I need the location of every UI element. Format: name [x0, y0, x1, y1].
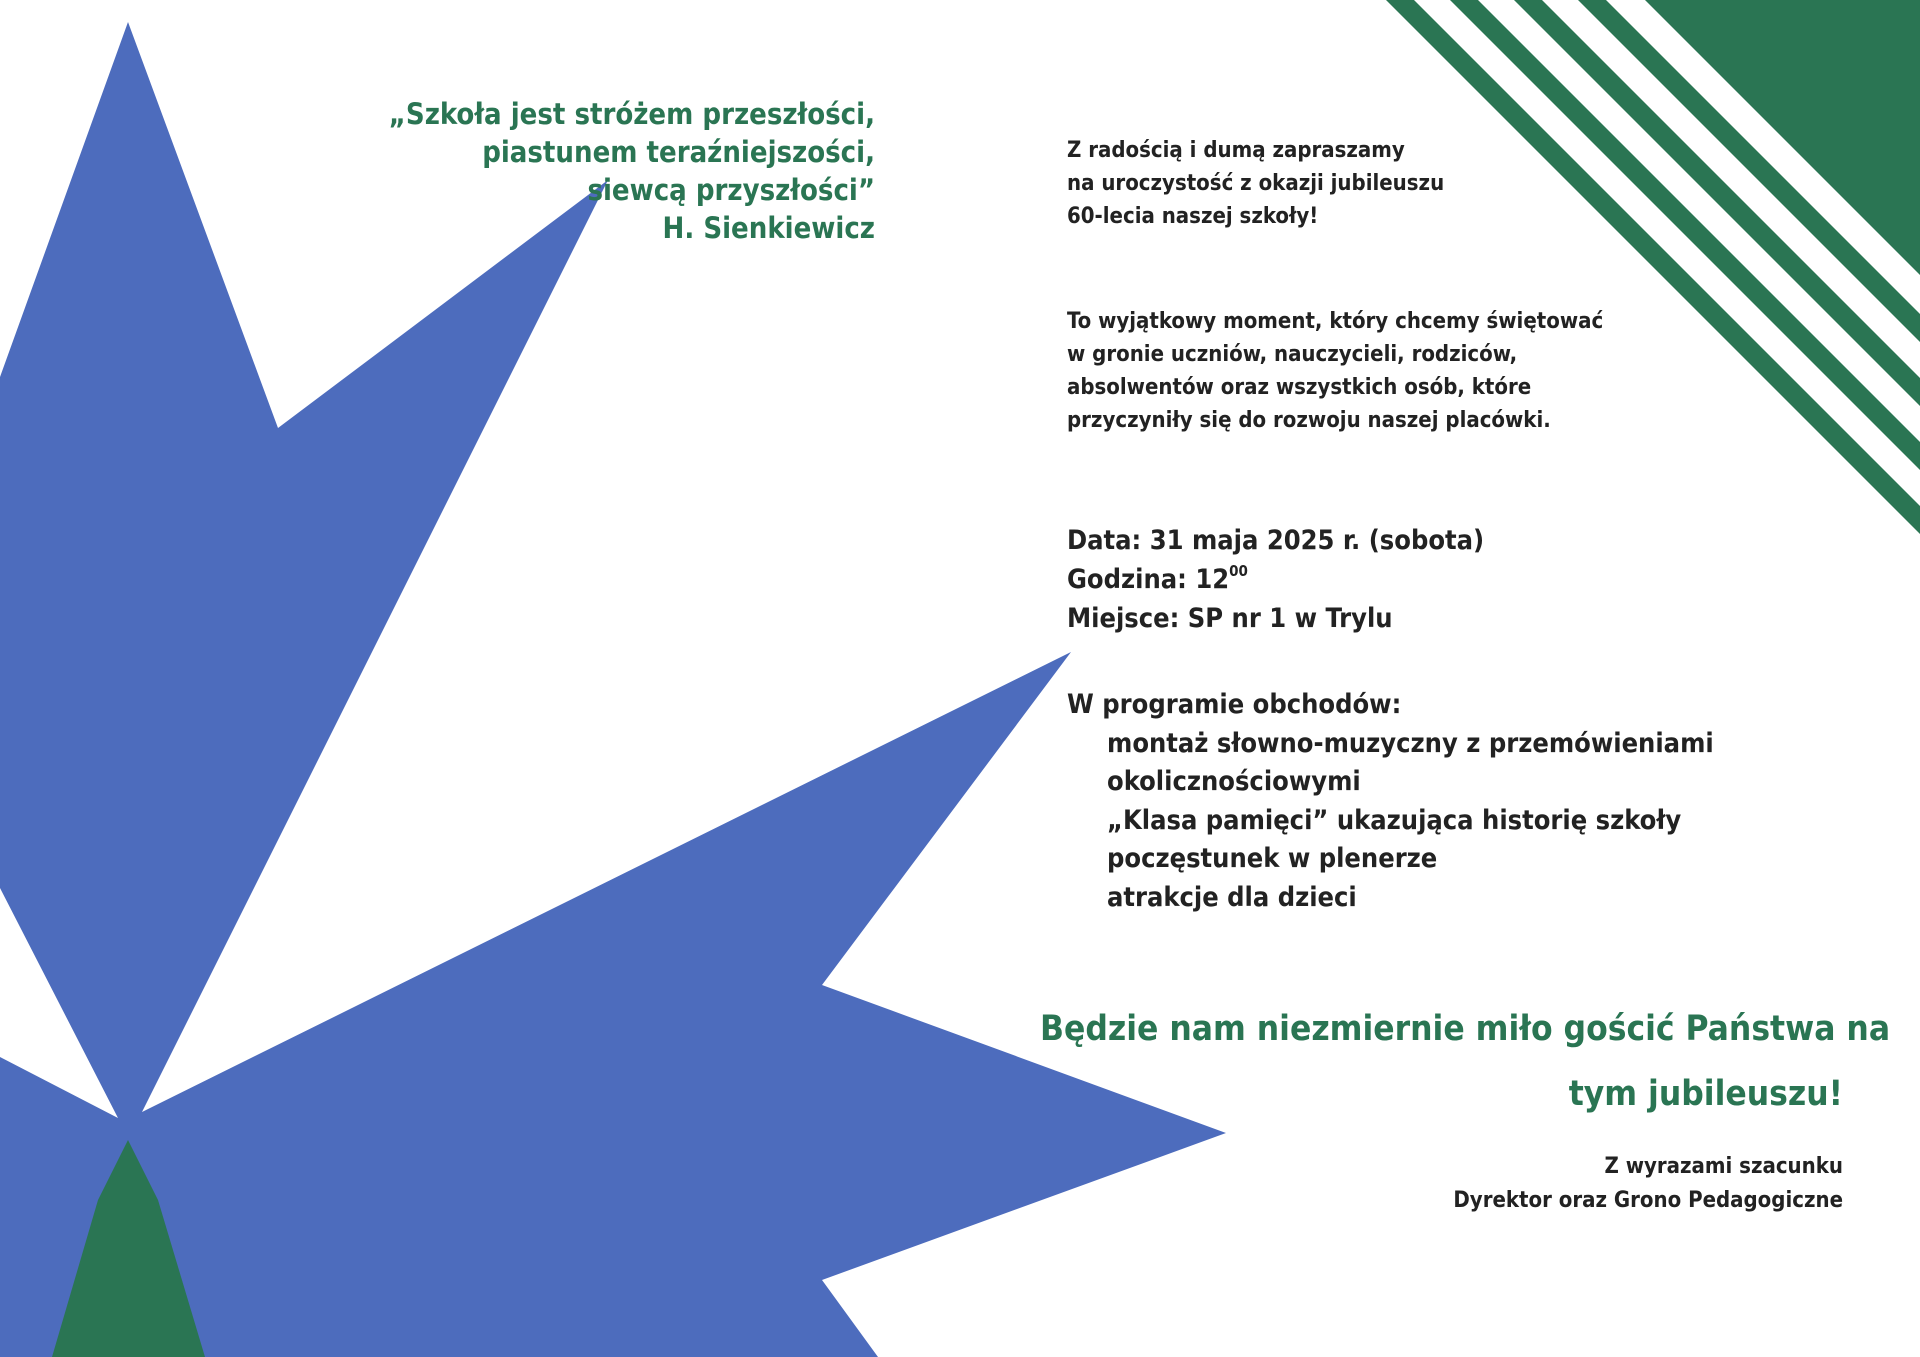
- program-heading: W programie obchodów:: [1067, 689, 1402, 720]
- paragraph-line: przyczyniły się do rozwoju naszej placówki.: [1067, 408, 1551, 433]
- intro-line: 60-lecia naszej szkoły!: [1067, 204, 1319, 229]
- closing-statement: [1040, 997, 1891, 1127]
- program-item: „Klasa pamięci” ukazująca historię szkoły: [1107, 804, 1682, 836]
- closing-line: tym jubileuszu!: [1568, 1074, 1843, 1114]
- corner-stripes: [1386, 0, 1920, 534]
- program-item: poczęstunek w plenerze: [1107, 843, 1438, 874]
- intro-line: na uroczystość z okazji jubileuszu: [1067, 171, 1445, 196]
- event-time: [1067, 560, 1484, 599]
- paragraph-line: absolwentów oraz wszystkich osób, które: [1067, 375, 1532, 400]
- program-item: atrakcje dla dzieci: [1107, 881, 1357, 913]
- invitation-intro: [1067, 134, 1444, 233]
- quote-author: H. Sienkiewicz: [662, 211, 875, 245]
- invitation-paragraph: [1067, 305, 1603, 437]
- program-item: okolicznościowymi: [1107, 766, 1361, 797]
- paragraph-line: w gronie uczniów, nauczycieli, rodziców,: [1067, 342, 1518, 367]
- signature-line: Dyrektor oraz Grono Pedagogiczne: [1453, 1188, 1843, 1213]
- intro-line: Z radością i dumą zapraszamy: [1067, 138, 1405, 163]
- signature-block: [1300, 1150, 1843, 1218]
- event-time-minutes: 00: [1229, 562, 1248, 580]
- event-time-label: Godzina: 12: [1067, 564, 1230, 595]
- program-item: montaż słowno-muzyczny z przemówieniami: [1107, 727, 1714, 759]
- quote-line: „Szkoła jest stróżem przeszłości,: [388, 97, 875, 131]
- signature-line: Z wyrazami szacunku: [1604, 1154, 1843, 1179]
- event-program: [1067, 686, 1714, 917]
- quote-line: siewcą przyszłości”: [587, 173, 875, 207]
- event-date: Data: 31 maja 2025 r. (sobota): [1067, 525, 1485, 556]
- closing-line: Będzie nam niezmiernie miło gościć Państwa na: [1040, 1009, 1891, 1049]
- event-place: Miejsce: SP nr 1 w Trylu: [1067, 603, 1393, 634]
- sienkiewicz-quote: [380, 95, 875, 247]
- paragraph-line: To wyjątkowy moment, który chcemy świętować: [1067, 309, 1604, 334]
- quote-line: piastunem teraźniejszości,: [482, 135, 875, 169]
- event-details: [1067, 521, 1484, 638]
